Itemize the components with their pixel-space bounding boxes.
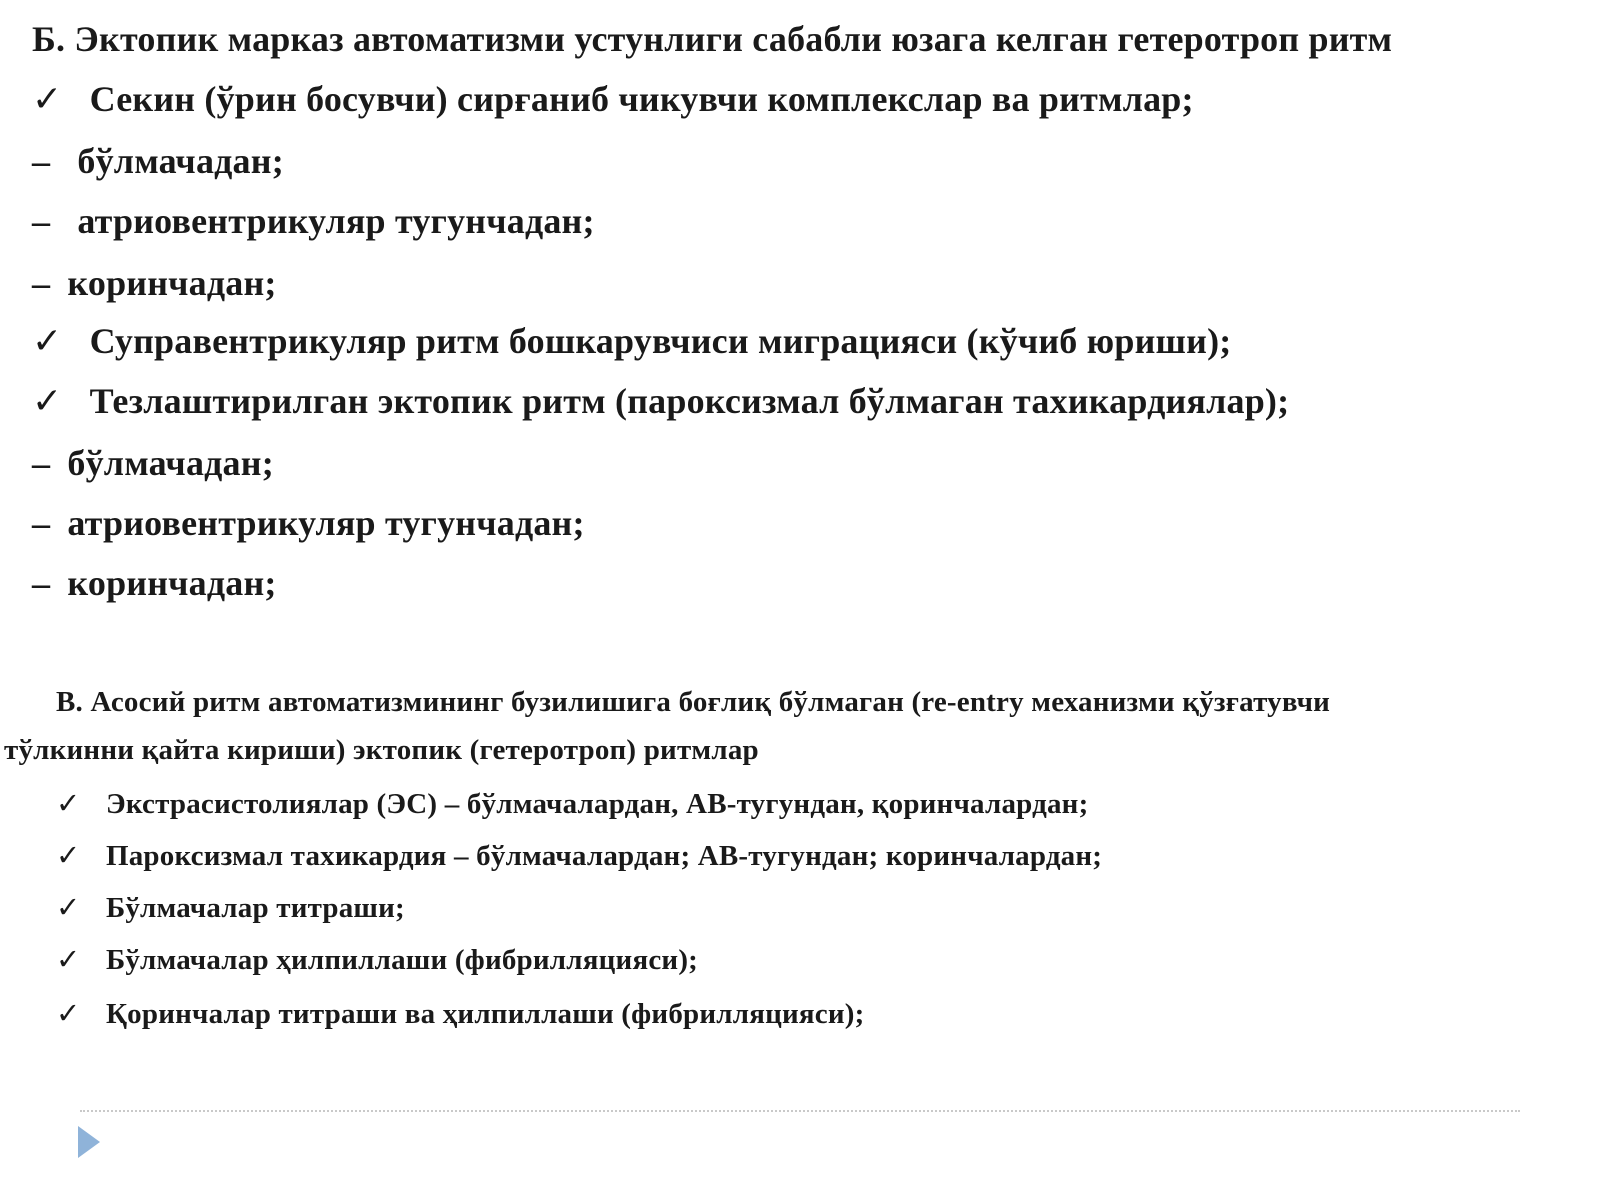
dash-marker: –	[32, 141, 51, 181]
dash-marker: –	[32, 563, 51, 603]
checkmark-icon: ✓	[32, 321, 63, 362]
dash-marker: –	[32, 201, 51, 241]
dash-marker: –	[32, 503, 51, 543]
list-item	[32, 562, 277, 604]
footer-divider	[80, 1110, 1520, 1112]
list-item-text: Экстрасистолиялар (ЭС) – бўлмачалардан, АВ-тугундан, қоринчалардан;	[105, 788, 1089, 820]
list-item	[32, 262, 277, 304]
list-item-text: Суправентрикуляр ритм бошкарувчиси миграцияси (кўчиб юриши);	[89, 321, 1232, 361]
list-item-text: Бўлмачалар ҳилпиллаши (фибрилляцияси);	[105, 944, 699, 976]
checkmark-icon: ✓	[56, 838, 81, 872]
list-item	[56, 890, 405, 925]
checkmark-icon: ✓	[56, 786, 81, 820]
list-item	[32, 200, 595, 242]
checkmark-icon: ✓	[56, 890, 81, 924]
list-item-text: Тезлаштирилган эктопик ритм (пароксизмал бўлмаган тахикардиялар);	[89, 381, 1290, 421]
section-v-heading-line-1: В. Асосий ритм автоматизмининг бузилишига боғлиқ бўлмаган (re-entry механизми қўзғатувчи	[56, 686, 1331, 718]
list-item	[32, 502, 585, 544]
list-item	[32, 380, 1289, 422]
section-b-heading: Б. Эктопик марказ автоматизми устунлиги сабабли юзага келган гетеротроп ритм	[32, 19, 1393, 59]
list-item-text: атриовентрикуляр тугунчадан;	[67, 503, 585, 543]
checkmark-icon: ✓	[56, 996, 81, 1030]
list-item-text: Пароксизмал тахикардия – бўлмачалардан; АВ-тугундан; коринчалардан;	[105, 840, 1103, 872]
checkmark-icon: ✓	[32, 381, 63, 422]
list-item	[56, 786, 1088, 821]
list-item	[56, 838, 1102, 873]
list-item-text: бўлмачадан;	[67, 443, 274, 483]
list-item	[32, 78, 1194, 120]
list-item-text: коринчадан;	[67, 563, 277, 603]
list-item-text: Бўлмачалар титраши;	[105, 892, 405, 924]
dash-marker: –	[32, 263, 51, 303]
checkmark-icon: ✓	[32, 79, 63, 120]
list-item-text: атриовентрикуляр тугунчадан;	[77, 201, 595, 241]
triangle-right-icon[interactable]	[78, 1126, 100, 1158]
list-item	[56, 942, 698, 977]
list-item	[32, 442, 274, 484]
list-item-text: Қоринчалар титраши ва ҳилпиллаши (фибрилляцияси);	[105, 998, 865, 1030]
section-v-heading-line-2: тўлкинни қайта кириши) эктопик (гетеротроп) ритмлар	[4, 734, 759, 766]
list-item	[56, 996, 865, 1031]
list-item	[32, 140, 284, 182]
checkmark-icon: ✓	[56, 942, 81, 976]
list-item-text: бўлмачадан;	[77, 141, 284, 181]
list-item	[32, 320, 1231, 362]
list-item-text: Секин (ўрин босувчи) сирғаниб чикувчи комплекслар ва ритмлар;	[89, 79, 1194, 119]
list-item-text: коринчадан;	[67, 263, 277, 303]
dash-marker: –	[32, 443, 51, 483]
